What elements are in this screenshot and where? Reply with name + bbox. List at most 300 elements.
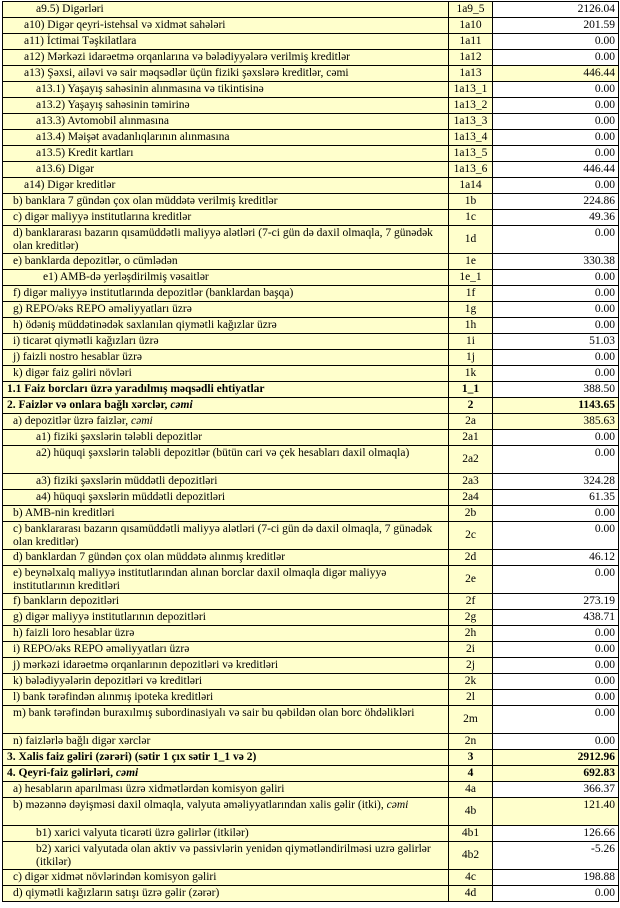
row-code: 1d: [464, 233, 477, 246]
table-row: [3, 626, 619, 642]
row-value-cell: [493, 98, 619, 114]
row-value-cell: [493, 842, 619, 870]
row-value: 201.59: [583, 19, 615, 32]
table-row: [3, 226, 619, 254]
row-code-cell: [449, 398, 493, 414]
row-value: 0.00: [594, 627, 615, 640]
row-code: 2d: [464, 551, 477, 564]
row-label: g) REPO/əks REPO əməliyyatları üzrə: [13, 303, 192, 316]
table-row: [3, 302, 619, 318]
row-value-cell: [493, 2, 619, 18]
row-code-cell: [449, 82, 493, 98]
row-code: 4b1: [461, 827, 480, 840]
row-value: 1143.65: [578, 399, 615, 412]
row-code-cell: [449, 870, 493, 886]
row-value-cell: [493, 690, 619, 706]
row-label-cell: [3, 674, 449, 690]
table-row: [3, 430, 619, 446]
row-label-emphasis: cəmi: [170, 399, 193, 412]
row-label: 1.1 Faiz borcları üzrə yaradılmış məqsədli ehtiyatlar: [7, 383, 265, 396]
table-row: [3, 146, 619, 162]
table-row: [3, 642, 619, 658]
row-value-cell: [493, 446, 619, 474]
row-code-cell: [449, 658, 493, 674]
row-label: a) hesabların aparılması üzrə xidmətlərdən komisyon gəliri: [13, 783, 285, 796]
table-row: [3, 114, 619, 130]
row-value-cell: [493, 798, 619, 826]
row-value-cell: [493, 162, 619, 178]
table-row: [3, 398, 619, 414]
row-label: j) faizli nostro hesablar üzrə: [13, 351, 142, 364]
table-row: [3, 474, 619, 490]
table-row: [3, 706, 619, 734]
table-row: [3, 826, 619, 842]
row-code-cell: [449, 446, 493, 474]
row-code: 2k: [464, 675, 477, 688]
row-code-cell: [449, 626, 493, 642]
row-code: 1c: [465, 211, 476, 224]
row-value: 273.19: [583, 595, 615, 608]
row-code: 2a4: [462, 491, 479, 504]
row-code-cell: [449, 886, 493, 902]
table-row: [3, 50, 619, 66]
row-label: 3. Xalis faiz gəliri (zərəri) (sətir 1 çıx sətir 1_1 və 2): [7, 751, 257, 764]
row-label: c) digər xidmət növlərindən komisyon gəliri: [13, 871, 217, 884]
row-code-cell: [449, 594, 493, 610]
row-code: 2a: [465, 415, 476, 428]
table-row: [3, 550, 619, 566]
row-label: a12) Mərkəzi idarəetmə orqanlarına və bələdiyyələrə verilmiş kreditlər: [24, 51, 350, 64]
row-label: e) banklarda depozitlər, o cümlədən: [13, 255, 178, 268]
table-row: [3, 382, 619, 398]
row-label: f) bankların depozitləri: [13, 595, 120, 608]
row-code-cell: [449, 130, 493, 146]
row-value: 0.00: [594, 887, 615, 900]
row-value: 324.28: [583, 475, 615, 488]
row-label-cell: [3, 734, 449, 750]
row-code: 2a1: [462, 431, 479, 444]
row-code: 1a13_3: [453, 115, 488, 128]
row-label-cell: [3, 414, 449, 430]
row-value: 0.00: [594, 643, 615, 656]
row-label-cell: [3, 286, 449, 302]
row-label: e) beynəlxalq maliyyə institutlarından alınan borclar daxil olmaqla digər maliyyə institutlarının kreditləri: [13, 567, 387, 592]
row-value-cell: [493, 522, 619, 550]
row-code-cell: [449, 474, 493, 490]
row-value: 0.00: [594, 227, 615, 239]
row-code-cell: [449, 414, 493, 430]
row-label-cell: [3, 66, 449, 82]
row-value: 0.00: [594, 735, 615, 748]
row-label: a13.5) Kredit kartları: [36, 147, 134, 160]
table-row: [3, 870, 619, 886]
row-label: d) qiymətli kağızların satışı üzrə gəlir (zərər): [13, 887, 220, 900]
row-code-cell: [449, 194, 493, 210]
row-value-cell: [493, 474, 619, 490]
row-code-cell: [449, 842, 493, 870]
table-row: [3, 446, 619, 474]
row-code-cell: [449, 286, 493, 302]
row-code-cell: [449, 690, 493, 706]
row-label: l) bank tərəfindən alınmış ipoteka kreditləri: [13, 691, 214, 704]
row-label-cell: [3, 82, 449, 98]
table-row: [3, 210, 619, 226]
table-row: [3, 66, 619, 82]
row-label: 4. Qeyri-faiz gəlirləri,: [7, 767, 116, 780]
row-value: 0.00: [594, 99, 615, 112]
row-code: 2a2: [462, 453, 479, 466]
row-label: 2. Faizlər və onlara bağlı xərclər,: [7, 399, 171, 412]
row-code: 2f: [465, 595, 476, 608]
row-value: 388.50: [583, 383, 615, 396]
row-value: 198.88: [583, 871, 615, 884]
row-value-cell: [493, 506, 619, 522]
row-value-cell: [493, 414, 619, 430]
row-code: 1a13_2: [453, 99, 488, 112]
row-value-cell: [493, 210, 619, 226]
row-label-cell: [3, 98, 449, 114]
row-code: 4b2: [461, 849, 480, 862]
row-value: 0.00: [594, 35, 615, 48]
row-code-cell: [449, 334, 493, 350]
row-label-cell: [3, 446, 449, 474]
row-value: 0.00: [594, 83, 615, 96]
row-code: 2g: [464, 611, 477, 624]
row-code-cell: [449, 162, 493, 178]
row-label: a) depozitlər üzrə faizlər,: [13, 415, 131, 428]
row-label-cell: [3, 506, 449, 522]
row-label: d) banklardan 7 gündən çox olan müddətə alınmış kreditlər: [13, 551, 286, 564]
table-row: [3, 82, 619, 98]
row-value-cell: [493, 130, 619, 146]
row-code-cell: [449, 382, 493, 398]
table-row: [3, 594, 619, 610]
table-row: [3, 766, 619, 782]
row-value: 2126.04: [577, 3, 615, 16]
row-label: e1) AMB-də yerləşdirilmiş vəsaitlər: [43, 271, 209, 284]
row-label-cell: [3, 766, 449, 782]
row-code: 2n: [464, 735, 477, 748]
row-code: 4a: [465, 783, 476, 796]
table-row: [3, 490, 619, 506]
row-code-cell: [449, 270, 493, 286]
row-code-cell: [449, 178, 493, 194]
row-label: a4) hüquqi şəxslərin müddətli depozitləri: [36, 491, 226, 504]
row-value-cell: [493, 194, 619, 210]
row-code: 2l: [466, 691, 475, 704]
row-code: 1j: [466, 351, 475, 364]
row-value-cell: [493, 302, 619, 318]
row-value-cell: [493, 566, 619, 594]
row-code-cell: [449, 522, 493, 550]
row-code-cell: [449, 798, 493, 826]
row-value-cell: [493, 382, 619, 398]
row-code: 2m: [463, 713, 478, 726]
row-value-cell: [493, 870, 619, 886]
row-value: 446.44: [583, 67, 615, 80]
row-label-cell: [3, 642, 449, 658]
row-label-cell: [3, 114, 449, 130]
table-row: [3, 318, 619, 334]
row-value: 330.38: [583, 255, 615, 268]
table-row: [3, 522, 619, 550]
row-value-cell: [493, 50, 619, 66]
row-code: 2e: [465, 573, 476, 586]
row-label: a13.3) Avtomobil alınmasına: [36, 115, 169, 128]
row-code-cell: [449, 66, 493, 82]
row-code-cell: [449, 506, 493, 522]
row-value-cell: [493, 886, 619, 902]
table-row: [3, 782, 619, 798]
row-label-cell: [3, 886, 449, 902]
row-label: a13) Şəxsi, ailəvi və sair məqsədlər üçün fiziki şəxslərə kreditlər, cəmi: [24, 67, 349, 80]
row-label: n) faizlərlə bağlı digər xərclər: [13, 735, 151, 748]
financial-report-table: [2, 1, 619, 902]
table-row: [3, 690, 619, 706]
row-code-cell: [449, 210, 493, 226]
row-value-cell: [493, 398, 619, 414]
row-value: 224.86: [583, 195, 615, 208]
row-code: 4c: [465, 871, 476, 884]
row-value: 0.00: [594, 319, 615, 332]
row-code-cell: [449, 782, 493, 798]
table-row: [3, 334, 619, 350]
row-label-cell: [3, 302, 449, 318]
row-value: 0.00: [594, 147, 615, 160]
row-value-cell: [493, 66, 619, 82]
row-value: 0.00: [594, 351, 615, 364]
row-label-cell: [3, 798, 449, 826]
row-label: a13.2) Yaşayış sahəsinin təmirinə: [36, 99, 190, 112]
row-label-cell: [3, 270, 449, 286]
row-value-cell: [493, 350, 619, 366]
row-label-emphasis: cəmi: [115, 767, 139, 780]
row-label-cell: [3, 178, 449, 194]
row-code-cell: [449, 146, 493, 162]
row-label: a3) fiziki şəxslərin müddətli depozitləri: [36, 475, 218, 488]
row-code-cell: [449, 750, 493, 766]
row-value-cell: [493, 146, 619, 162]
row-value: 126.66: [583, 827, 615, 840]
row-label: h) ödəniş müddətinədək saxlanılan qiymətli kağızlar üzrə: [13, 319, 277, 332]
table-row: [3, 674, 619, 690]
row-code-cell: [449, 302, 493, 318]
row-code: 1a11: [459, 35, 482, 48]
row-label-cell: [3, 350, 449, 366]
row-label-cell: [3, 522, 449, 550]
row-label: c) banklararası bazarın qısamüddətli maliyyə alətləri (7-ci gün də daxil olmaqla, 7 günədək olan kreditlər): [13, 523, 433, 548]
row-code-cell: [449, 98, 493, 114]
row-label-cell: [3, 130, 449, 146]
row-code: 1f: [465, 287, 476, 300]
row-label-cell: [3, 382, 449, 398]
row-label-cell: [3, 318, 449, 334]
row-label: a13.6) Digər: [36, 163, 95, 176]
row-value-cell: [493, 826, 619, 842]
row-label-cell: [3, 870, 449, 886]
row-code-cell: [449, 50, 493, 66]
row-label: k) digər faiz gəliri növləri: [13, 367, 132, 380]
row-value: 0.00: [594, 131, 615, 144]
row-code: 1a13: [459, 67, 482, 80]
row-code: 1a13_4: [453, 131, 488, 144]
row-value: 0.00: [594, 303, 615, 316]
row-label: a1) fiziki şəxslərin tələbli depozitlər: [36, 431, 203, 444]
row-code: 1a10: [459, 19, 482, 32]
row-value-cell: [493, 490, 619, 506]
row-code: 2i: [466, 643, 475, 656]
row-code-cell: [449, 2, 493, 18]
row-value: 0.00: [594, 659, 615, 672]
table-row: [3, 130, 619, 146]
row-code: 1a13_6: [453, 163, 488, 176]
row-code: 4d: [464, 887, 477, 900]
row-label: b) AMB-nin kreditləri: [13, 507, 115, 520]
table-row: [3, 350, 619, 366]
row-code: 1g: [464, 303, 477, 316]
row-code-cell: [449, 490, 493, 506]
row-value: 0.00: [594, 115, 615, 128]
row-label: j) mərkəzi idarəetmə orqanlarının depozitləri və kreditləri: [13, 659, 279, 672]
row-value-cell: [493, 750, 619, 766]
table-row: [3, 18, 619, 34]
row-code: 1e: [465, 255, 476, 268]
table-row: [3, 798, 619, 826]
row-label-cell: [3, 34, 449, 50]
row-label: m) bank tərəfindən buraxılmış subordinasiyalı və sair bu qəbildən olan borc öhdəlikləri: [13, 707, 415, 719]
row-label-emphasis: cəmi: [130, 415, 153, 428]
row-label: a14) Digər kreditlər: [24, 179, 116, 192]
row-label: h) faizli loro hesablar üzrə: [13, 627, 135, 640]
table-row: [3, 286, 619, 302]
row-code-cell: [449, 350, 493, 366]
row-value: 692.83: [583, 767, 615, 780]
row-code-cell: [449, 114, 493, 130]
table-row: [3, 178, 619, 194]
row-value: -5.26: [591, 843, 615, 855]
row-code-cell: [449, 566, 493, 594]
row-label-cell: [3, 474, 449, 490]
row-value: 0.00: [594, 447, 615, 459]
row-code-cell: [449, 766, 493, 782]
row-label-cell: [3, 210, 449, 226]
row-code: 1a13_5: [453, 147, 488, 160]
row-label-cell: [3, 842, 449, 870]
row-value-cell: [493, 734, 619, 750]
row-value-cell: [493, 34, 619, 50]
table-row: [3, 270, 619, 286]
row-value-cell: [493, 82, 619, 98]
row-value-cell: [493, 334, 619, 350]
row-value: 49.36: [589, 211, 615, 224]
table-row: [3, 566, 619, 594]
row-code: 1a13_1: [453, 83, 488, 96]
row-value-cell: [493, 366, 619, 382]
table-row: [3, 658, 619, 674]
row-value-cell: [493, 550, 619, 566]
row-code-cell: [449, 254, 493, 270]
row-label: a13.1) Yaşayış sahəsinin alınmasına və tikintisinə: [36, 83, 264, 96]
row-label-cell: [3, 162, 449, 178]
table-row: [3, 506, 619, 522]
row-label: a2) hüquqi şəxslərin tələbli depozitlər (bütün cari və çek hesabları daxil olmaqla): [36, 447, 410, 459]
row-code: 4: [467, 767, 474, 780]
row-label-cell: [3, 610, 449, 626]
table-row: [3, 2, 619, 18]
row-code: 2h: [464, 627, 477, 640]
table-row: [3, 750, 619, 766]
row-label-cell: [3, 706, 449, 734]
row-label: a11) İctimai Təşkilatlara: [24, 35, 137, 48]
row-value-cell: [493, 226, 619, 254]
row-label: b1) xarici valyuta ticarəti üzrə gəlirlər (itkilər): [36, 827, 249, 840]
row-label-cell: [3, 550, 449, 566]
row-label: i) REPO/əks REPO əməliyyatları üzrə: [13, 643, 190, 656]
row-value: 51.03: [589, 335, 615, 348]
row-label-cell: [3, 2, 449, 18]
row-label-cell: [3, 690, 449, 706]
row-label: a9.5) Digərləri: [36, 3, 104, 16]
row-label-cell: [3, 566, 449, 594]
row-label: d) banklararası bazarın qısamüddətli maliyyə alətləri (7-ci gün də daxil olmaqla, 7 günədək olan kreditlər): [13, 227, 433, 252]
row-label: k) bələdiyyələrin depozitləri və kreditləri: [13, 675, 203, 688]
row-code-cell: [449, 226, 493, 254]
row-value: 46.12: [589, 551, 615, 564]
row-value: 0.00: [594, 287, 615, 300]
row-value: 0.00: [594, 707, 615, 719]
row-label: a10) Digər qeyri-istehsal və xidmət sahələri: [24, 19, 226, 32]
row-label-cell: [3, 366, 449, 382]
row-value-cell: [493, 706, 619, 734]
row-code-cell: [449, 430, 493, 446]
row-code: 2b: [464, 507, 477, 520]
row-code: 3: [467, 751, 474, 764]
row-label: b2) xarici valyutada olan aktiv və passivlərin yenidən qiymətləndirilməsi uzrə gəlirlər (itkilər): [36, 843, 431, 868]
row-label: b) banklara 7 gündən çox olan müddətə verilmiş kreditlər: [13, 195, 278, 208]
row-value: 0.00: [594, 51, 615, 64]
row-label-cell: [3, 782, 449, 798]
row-label-emphasis: cəmi: [386, 799, 409, 811]
row-value: 0.00: [594, 567, 615, 579]
row-label: c) digər maliyyə institutlarına kreditlər: [13, 211, 192, 224]
table-row: [3, 886, 619, 902]
table-row: [3, 734, 619, 750]
row-code: 4b: [464, 805, 477, 818]
row-code: 1b: [464, 195, 477, 208]
row-label-cell: [3, 750, 449, 766]
row-value-cell: [493, 642, 619, 658]
table-row: [3, 98, 619, 114]
row-value: 61.35: [589, 491, 615, 504]
row-value: 121.40: [583, 799, 615, 811]
row-code-cell: [449, 734, 493, 750]
row-code: 1i: [466, 335, 475, 348]
row-code: 2j: [466, 659, 475, 672]
row-label: i) ticarət qiymətli kağızları üzrə: [13, 335, 159, 348]
row-code-cell: [449, 826, 493, 842]
row-value: 0.00: [594, 431, 615, 444]
row-value: 0.00: [594, 507, 615, 520]
row-label-cell: [3, 398, 449, 414]
row-value-cell: [493, 430, 619, 446]
row-label-cell: [3, 658, 449, 674]
row-value-cell: [493, 626, 619, 642]
row-value: 446.44: [583, 163, 615, 176]
table-row: [3, 34, 619, 50]
row-label-cell: [3, 334, 449, 350]
row-label-cell: [3, 50, 449, 66]
report-table-body: [3, 2, 619, 902]
